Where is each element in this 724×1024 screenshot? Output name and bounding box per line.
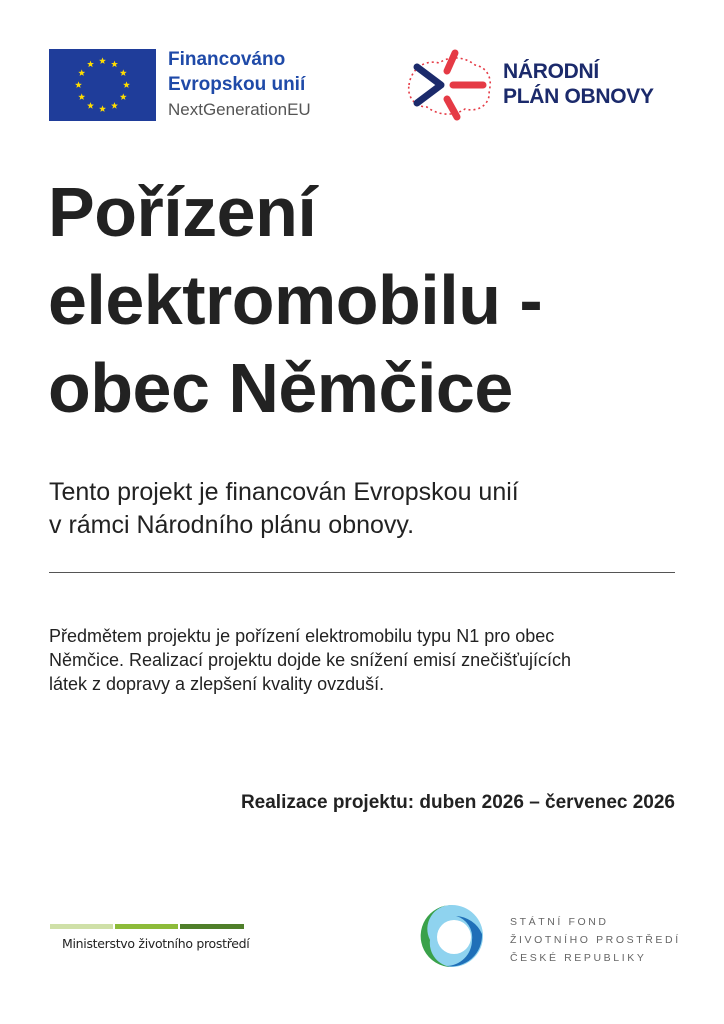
npo-label (503, 59, 654, 109)
eu-star-icon (99, 105, 106, 112)
eu-star-icon (111, 102, 118, 109)
description-line-3: látek z dopravy a zlepšení kvality ovzduší. (49, 674, 385, 694)
ministry-bar-1 (50, 924, 113, 929)
title-line-1: Pořízení (48, 173, 317, 251)
sfzp-line-2: ŽIVOTNÍHO PROSTŘEDÍ (510, 934, 681, 946)
realization-period: Realizace projektu: duben 2026 – červenec 2026 (240, 792, 675, 813)
eu-flag-icon (49, 49, 156, 121)
eu-star-icon (120, 93, 127, 100)
eu-funding-label (168, 47, 311, 122)
project-description (49, 624, 679, 696)
eu-star-icon (87, 102, 94, 109)
ministry-logo-bars (50, 924, 244, 929)
page-title (48, 168, 688, 432)
npo-line-1: NÁRODNÍ (503, 60, 599, 83)
eu-star-icon (120, 69, 127, 76)
description-line-2: Němčice. Realizací projektu dojde ke snížení emisí znečišťujících (49, 650, 571, 670)
sfzp-label (510, 913, 681, 967)
eu-star-icon (87, 61, 94, 68)
eu-line-2: Evropskou unií (168, 74, 306, 95)
eu-line-3: NextGenerationEU (168, 100, 311, 119)
description-line-1: Předmětem projektu je pořízení elektromobilu typu N1 pro obec (49, 626, 555, 646)
eu-star-icon (111, 61, 118, 68)
sfzp-line-1: STÁTNÍ FOND (510, 916, 609, 928)
divider (49, 572, 675, 573)
eu-star-icon (75, 81, 82, 88)
npo-mark-icon (403, 47, 495, 123)
subtitle-line-2: v rámci Národního plánu obnovy. (49, 511, 415, 539)
eu-star-icon (123, 81, 130, 88)
eu-line-1: Financováno (168, 49, 286, 70)
ministry-bar-3 (180, 924, 244, 929)
npo-line-2: PLÁN OBNOVY (503, 85, 654, 108)
ministry-bar-2 (115, 924, 178, 929)
title-line-3: obec Němčice (48, 349, 513, 427)
funding-statement (49, 476, 689, 542)
title-line-2: elektromobilu - (48, 261, 543, 339)
sfzp-line-3: ČESKÉ REPUBLIKY (510, 952, 647, 964)
subtitle-line-1: Tento projekt je financován Evropskou unií (49, 478, 519, 506)
sfzp-mark-icon (416, 900, 488, 972)
eu-star-icon (99, 57, 106, 64)
ministry-label: Ministerstvo životního prostředí (62, 936, 250, 951)
eu-star-icon (78, 69, 85, 76)
eu-star-icon (78, 93, 85, 100)
